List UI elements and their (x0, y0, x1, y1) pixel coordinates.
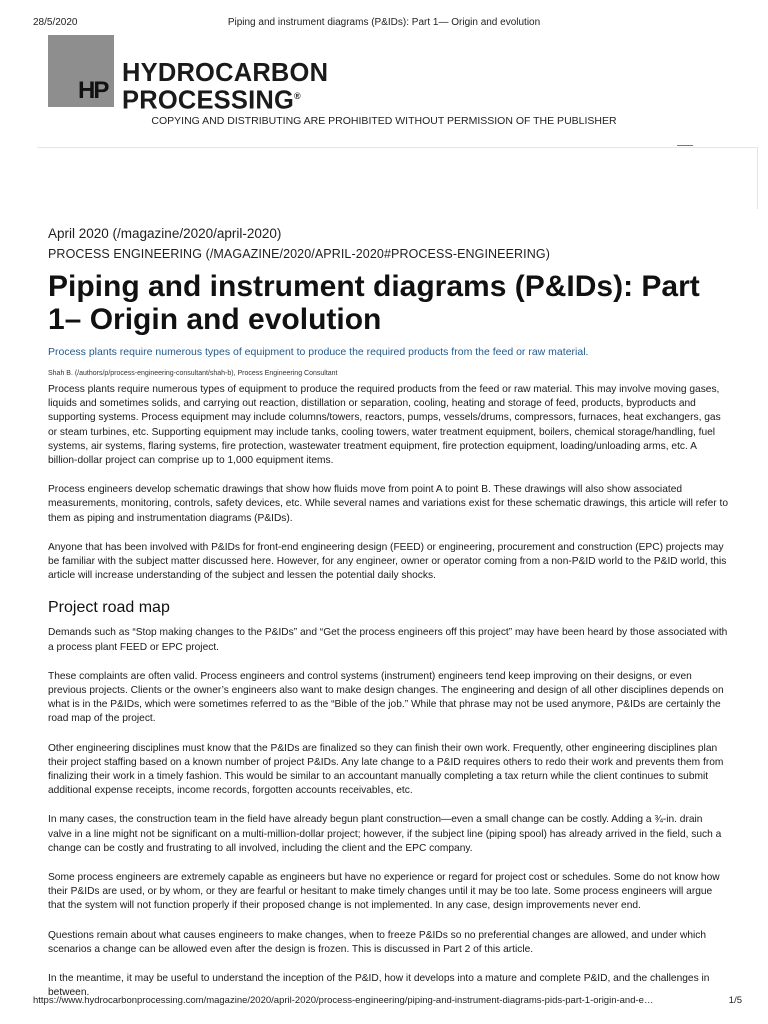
body-paragraph: In many cases, the construction team in the field have already begun plant construction—even a small change can be costly. Adding a ¾-in. drain valve in a line might not be significant on a multi-million-dollar project; however, if the subject line (piping spool) has already arrived in the field, such a change can be costly and frustrating to all involved, including the client and the EPC company. (48, 814, 722, 854)
body-paragraph: Demands such as “Stop making changes to the P&IDs” and “Get the process engineers off this project” may have been heard by those associated with a process plant FEED or EPC project. (48, 627, 728, 653)
header-mark (677, 145, 693, 146)
body-paragraph: Some process engineers are extremely capable as engineers but have no experience or regard for project cost or schedules. Some do not know how their P&IDs are used, or by whom, or they are fearful or hesitant to make timely changes until it may be too late. Some process engineers will argue that the system will not function properly if their proposed change is not implemented. In any case, design improvements never end. (48, 872, 720, 912)
print-date: 28/5/2020 (33, 17, 78, 28)
print-page-title: Piping and instrument diagrams (P&IDs): Part 1— Origin and evolution (227, 17, 541, 28)
print-header (0, 17, 768, 31)
hp-logo[interactable] (48, 35, 114, 107)
body-paragraph: These complaints are often valid. Process engineers and control systems (instrument) engineers tend keep improving on their designs, or even previous projects. Clients or the owner’s engineers also want to make design changes. The engineering and design of all other disciplines depends on what is in the P&IDs, which were sometimes referred to as the “Bible of the job.” While that phrase may not be used anymore, P&IDs are certainly the road map of the project. (48, 670, 724, 725)
copyright-notice: COPYING AND DISTRIBUTING ARE PROHIBITED WITHOUT PERMISSION OF THE PUBLISHER (151, 115, 617, 127)
author-byline[interactable]: Shah B. (/authors/p/process-engineering-consultant/shah-b), Process Engineering Consultant (48, 370, 338, 377)
section-heading: Project road map (48, 599, 170, 617)
header-divider (37, 147, 757, 148)
body-paragraph: In the meantime, it may be useful to understand the inception of the P&ID, how it develops into a mature and complete P&ID, and the challenges in between. (48, 973, 710, 999)
body-paragraph: Anyone that has been involved with P&IDs for front-end engineering design (FEED) or engineering, procurement and construction (EPC) projects may be familiar with the subject matter discussed here. However, for any engineer, owner or operator coming from a non-P&ID world to the P&ID world, this article will increase understanding of the subject and lessen the potential daily shocks. (48, 541, 727, 582)
issue-link[interactable]: April 2020 (/magazine/2020/april-2020) (48, 226, 282, 241)
registered-mark: ® (294, 91, 301, 101)
body-paragraph: Process engineers develop schematic drawings that show how fluids move from point A to point B. These drawings will also show associated measurements, monitoring, controls, safety devices, etc. While several names and variations exist for these schematic drawings, this article will refer to them as piping and instrumentation diagrams (P&IDs). (48, 484, 729, 524)
article-title: Piping and instrument diagrams (P&IDs): Part 1– Origin and evolution (48, 270, 700, 336)
article-lead: Process plants require numerous types of equipment to produce the required products from the feed or raw material. (48, 346, 589, 358)
body-paragraph: Process plants require numerous types of equipment to produce the required products from the feed or raw material. This may involve moving gases, liquids and sometimes solids, and carrying out reaction, distillation or separation, cooling, heating and storage of feed, products, byproducts and supporting systems. Process equipment may include columns/towers, reactors, pumps, vessels/drums, compressors, furnaces, heat exchangers, gas or steam turbines, etc. Supporting equipment may include tanks, cooling towers, water treatment equipment, boilers, chemical storage/handling, fuel systems, air systems, flaring systems, fire protection, wastewater treatment equipment, fire protection equipment, loading/unloading arms, etc. A billion-dollar project can comprise up to 1,000 equipment items. (48, 384, 721, 467)
article-body (48, 383, 728, 1016)
page-number: 1/5 (728, 995, 742, 1006)
brand-name-line1: HYDROCARBON (122, 59, 329, 87)
brand-name-line2 (122, 82, 301, 115)
section-link[interactable]: PROCESS ENGINEERING (/MAGAZINE/2020/APRIL-2020#PROCESS-ENGINEERING) (48, 247, 550, 261)
brand-name-line2-text: PROCESSING (122, 86, 295, 115)
print-url: https://www.hydrocarbonprocessing.com/magazine/2020/april-2020/process-engineering/piping-and-instrument-diagrams-pids-part-1-origin-and-e… (33, 995, 654, 1006)
body-paragraph: Other engineering disciplines must know that the P&IDs are finalized so they can finish their own work. Frequently, other engineering disciplines plan their project staffing based on a known number of project P&IDs. Any late change to a P&ID requires others to redo their work and prevents them from finalizing their work in a timely fashion. This would be similar to an accountant manually completing a tax return while the client continues to submit additional expense receipts, income records, forgotten accounts receivables, etc. (48, 742, 724, 797)
body-paragraph: Questions remain about what causes engineers to make changes, when to freeze P&IDs so no preferential changes are allowed, and under which scenarios a change can be allowed even after the design is frozen. This is discussed in Part 2 of this article. (48, 929, 707, 955)
sidebar-edge (757, 147, 758, 209)
hp-logo-mark: HP (78, 77, 108, 104)
